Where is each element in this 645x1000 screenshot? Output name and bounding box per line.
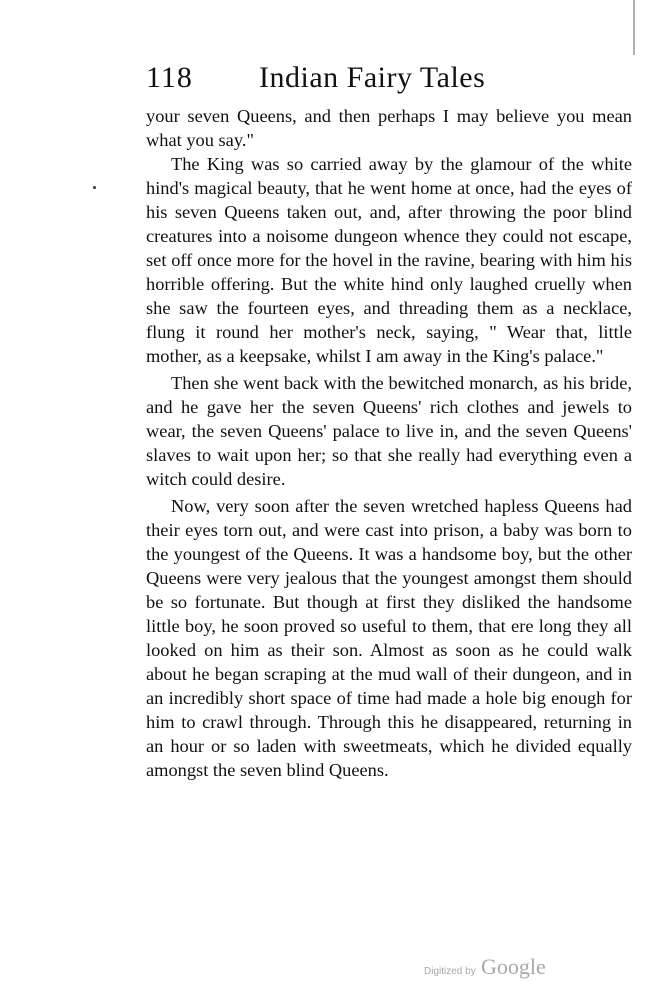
paragraph-baby-born: Now, very soon after the seven wretched hapless Queens had their eyes torn out, and were cast into prison, a baby was born to the youngest of the Queens. It was a handsome boy, but the other Queens were very jealous that the youngest amongst them should be so fortunate. But though at first they disliked the handsome little boy, he soon proved so useful to them, that ere long they all looked on him as their son. Almost as soon as he could walk about he began scraping at the mud wall of their dungeon, and in an incredibly short space of time had made a hole big enough for him to crawl through. Through this he disappeared, returning in an hour or so laden with sweetmeats, which he divided equally amongst the seven blind Queens. xyxy=(146,496,632,780)
paragraph-bewitched-monarch: Then she went back with the bewitched monarch, as his bride, and he gave her the seven Queens' rich clothes and jewels to wear, the seven Queens' palace to live in, and the seven Queens' slaves to wait upon her; so that she really had everything even a witch could desire. xyxy=(146,373,632,489)
page-number: 118 xyxy=(146,61,193,94)
body-text xyxy=(146,104,632,782)
margin-speck xyxy=(93,186,96,189)
running-head xyxy=(146,58,632,98)
page-edge-line xyxy=(633,0,635,55)
watermark-prefix: Digitized by xyxy=(424,966,476,977)
digitized-watermark xyxy=(424,954,574,984)
google-logo: Google xyxy=(481,954,546,979)
book-title: Indian Fairy Tales xyxy=(259,61,486,94)
paragraph-king-glamour: The King was so carried away by the glamour of the white hind's magical beauty, that he went home at once, had the eyes of his seven Queens taken out, and, after throwing the poor blind creatures into a noisome dungeon whence they could not escape, set off once more for the hovel in the ravine, bearing with him his horrible offering. But the white hind only laughed cruelly when she saw the fourteen eyes, and threading them as a necklace, flung it round her mother's neck, saying, " Wear that, little mother, as a keepsake, whilst I am away in the King's palace." xyxy=(146,154,632,366)
paragraph-continuation: your seven Queens, and then perhaps I may believe you mean what you say." xyxy=(146,106,632,150)
